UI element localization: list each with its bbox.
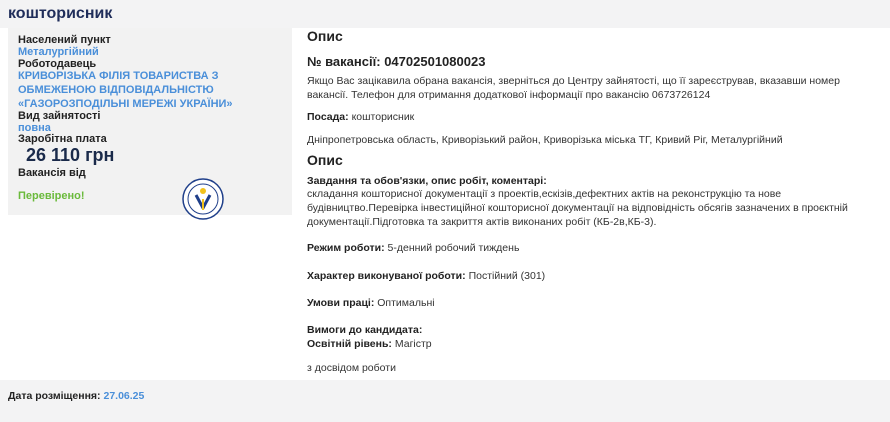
section-title: Опис (307, 28, 343, 44)
work-nature-row (307, 269, 867, 283)
employer-label: Роботодавець (18, 58, 97, 70)
employment-type-value: повна (18, 122, 51, 134)
salary-value: 26 110 грн (26, 145, 115, 165)
duties-label: Завдання та обов'язки, опис робіт, коментарі: (307, 175, 547, 187)
schedule-row (307, 241, 867, 255)
locality-label: Населений пункт (18, 34, 111, 46)
conditions-label: Умови праці: (307, 297, 375, 309)
salary-label: Заробітна плата (18, 133, 107, 145)
employment-type-label: Вид зайнятості (18, 110, 101, 122)
footer (0, 380, 890, 422)
employer-link[interactable]: КРИВОРІЗЬКА ФІЛІЯ ТОВАРИСТВА З ОБМЕЖЕНОЮ ВІДПОВІДАЛЬНІСТЮ «ГАЗОРОЗПОДІЛЬНІ МЕРЕЖІ УКРАЇНИ» (18, 70, 233, 110)
education-label: Освітній рівень: (307, 338, 392, 350)
duties-text: складання кошторисної документації з проектів,ескізів,дефектних актів на реконструкцію та нове будівництво.Перевірка інвестиційної кошторисної документації на відповідність обсягів зазначених в проєктній документації.Підготовка та закриття актів виконаних робіт (КБ-2в,КБ-3). (307, 188, 848, 228)
conditions-value: Оптимальні (377, 297, 435, 309)
vacancy-number-label: № вакансії: (307, 54, 381, 69)
position-value: кошторисник (351, 111, 415, 123)
posted-date-value: 27.06.25 (103, 390, 145, 402)
vacancy-number-value: 04702501080023 (384, 54, 486, 69)
work-nature-label: Характер виконуваної роботи: (307, 270, 466, 282)
locality-value: Металургійний (18, 46, 99, 58)
vacancy-summary-panel (8, 28, 292, 215)
schedule-value: 5-денний робочий тиждень (387, 242, 520, 254)
vacancy-number (307, 54, 485, 69)
education-row (307, 337, 867, 351)
contact-text: Якщо Вас зацікавила обрана вакансія, зверніться до Центру зайнятості, що її зареєстрував, вказавши номер вакансії. Телефон для отримання додаткової інформації про вакансію 0673726124 (307, 75, 840, 101)
verified-status: Перевірено! (18, 190, 85, 202)
page-title: кошторисник (8, 5, 113, 22)
posted-date-label: Дата розміщення: (8, 390, 101, 402)
employment-center-emblem-icon (182, 178, 224, 220)
work-nature-value: Постійний (301) (468, 270, 546, 282)
description-title: Опис (307, 152, 343, 168)
address-text: Дніпропетровська область, Криворізький район, Криворізька міська ТГ, Кривий Ріг, Металургійний (307, 134, 783, 146)
requirements-label: Вимоги до кандидата: (307, 324, 423, 336)
conditions-row (307, 296, 867, 310)
experience-text: з досвідом роботи (307, 362, 396, 374)
education-value: Магістр (394, 338, 432, 350)
schedule-label: Режим роботи: (307, 242, 385, 254)
position-label: Посада: (307, 111, 349, 123)
vacancy-from-label: Вакансія від (18, 167, 86, 179)
title-bar (0, 0, 890, 28)
posted-date-row (8, 390, 144, 402)
position-row (307, 110, 867, 124)
